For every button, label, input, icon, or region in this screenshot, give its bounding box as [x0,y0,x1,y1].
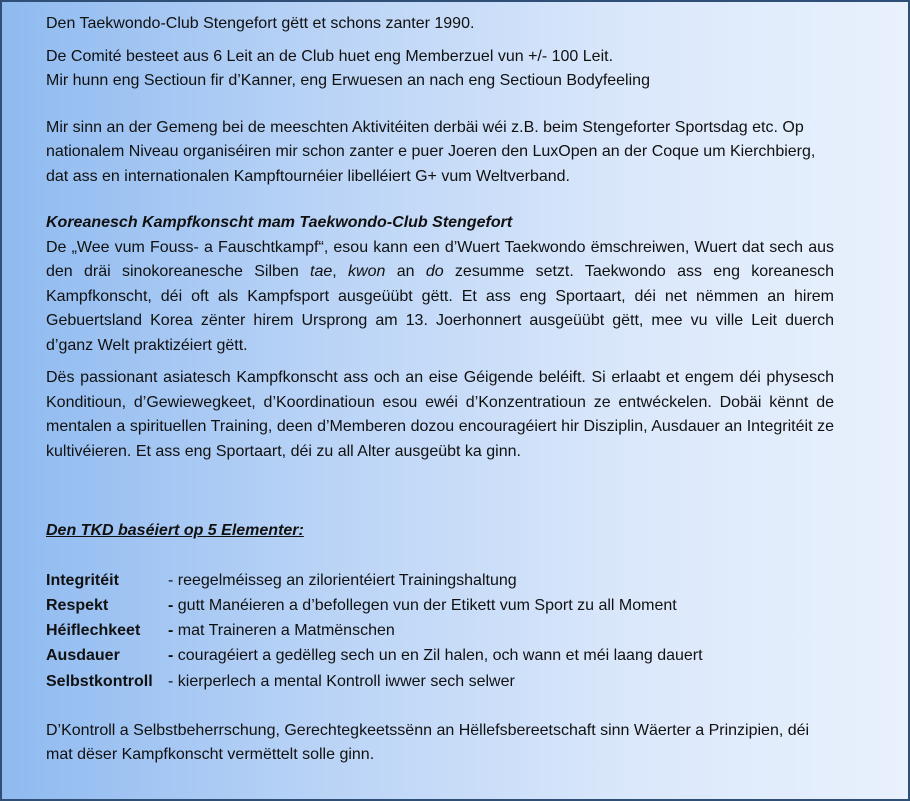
intro-line-committee: De Comité besteet aus 6 Leit an de Club huet eng Memberzuel vun +/- 100 Leit. [46,47,614,65]
section-heading-martial-art: Koreanesch Kampfkonscht mam Taekwondo-Club Stengefort [46,214,513,231]
element-description: - mat Traineren a Matmënschen [168,622,395,640]
intro-line-founded: Den Taekwondo-Club Stengefort gëtt et schons zanter 1990. [46,15,475,32]
syllable-kwon: kwon [348,263,386,280]
element-name: Héiflechkeet [46,622,141,640]
content-area [46,12,834,768]
section-heading-elements: Den TKD baséiert op 5 Elementer: [46,522,304,539]
element-name: Ausdauer [46,647,120,665]
text-run: an [385,263,426,280]
element-row [46,568,834,593]
element-row [46,618,834,643]
element-row [46,669,834,694]
element-dash: - [168,647,174,665]
element-dash: - [168,622,174,640]
closing-paragraph: D’Kontroll a Selbstbeherrschung, Gerechtegkeetssënn an Hëllefsbereetschaft sinn Wäerter a Prinzipien, déi mat dëser Kampfkonscht vermëttelt solle ginn. [46,721,810,764]
element-description: - reegelméisseg an zilorientéiert Trainingshaltung [168,571,517,589]
element-name: Respekt [46,596,109,614]
activities-paragraph: Mir sinn an der Gemeng bei de meeschten Aktivitéiten derbäi wéi z.B. beim Stengeforter Sportsdag etc. Op nationalem Niveau organiséiren mir schon zanter e puer Joeren den LuxOpen an der Coque um Kierchbierg, dat ass en internationalen Kampftournéier libelléiert G+ vum Weltverband. [46,118,816,185]
element-name: Integritéit [46,571,119,589]
elements-list [46,568,834,694]
element-row [46,593,834,618]
text-run: De „Wee vum Fouss- a Fauschtkampf“, esou kann een d’Wuert Taekwondo ëmschreiwen, Wuert dat sech aus den dräi sinokoreanesche Silben [46,238,834,280]
text-run: , [332,263,349,280]
syllable-tae: tae [310,263,333,280]
element-description: - couragéiert a gedëlleg sech un en Zil halen, och wann et méi laang dauert [168,647,703,665]
passion-paragraph: Dës passionant asiatesch Kampfkonscht ass och an eise Géigende beléift. Si erlaabt et engem déi physesch Konditioun, d’Gewiewegkeet, d’Koordinatioun esou ewéi d’Konzentratioun ze entwéckelen. Dobäi kënnt de mentalen a spirituellen Training, deen d’Memberen dozou encouragéiert hir Disziplin, Ausdauer an Integritéit ze kultivéieren. Et ass eng Sportaart, déi zu all Alter ausgeübt ka ginn. [46,369,834,460]
element-dash: - [168,596,174,614]
element-description: - gutt Manéieren a d’befollegen vun der Etikett vum Sport zu all Moment [168,596,677,614]
text-run: zesumme setzt. Taekwondo ass eng koreanesch Kampfkonscht, déi oft als Kampfsport ausgeüübt gëtt. Et ass eng Sportaart, déi net nëmmen an hirem Gebuertsland Korea zënter hirem Ursprong am 13. Joerhonnert ausgeüübt gëtt, mee vu ville Leit duerch d’ganz Welt praktizéiert gëtt. [46,263,834,354]
taekwondo-description-paragraph [46,236,834,359]
intro-line-sections: Mir hunn eng Sectioun fir d’Kanner, eng Erwuesen an nach eng Sectioun Bodyfeeling [46,72,650,89]
element-description: - kierperlech a mental Kontroll iwwer sech selwer [168,672,515,690]
syllable-do: do [425,263,444,280]
element-name: Selbstkontroll [46,672,153,690]
element-row [46,643,834,668]
